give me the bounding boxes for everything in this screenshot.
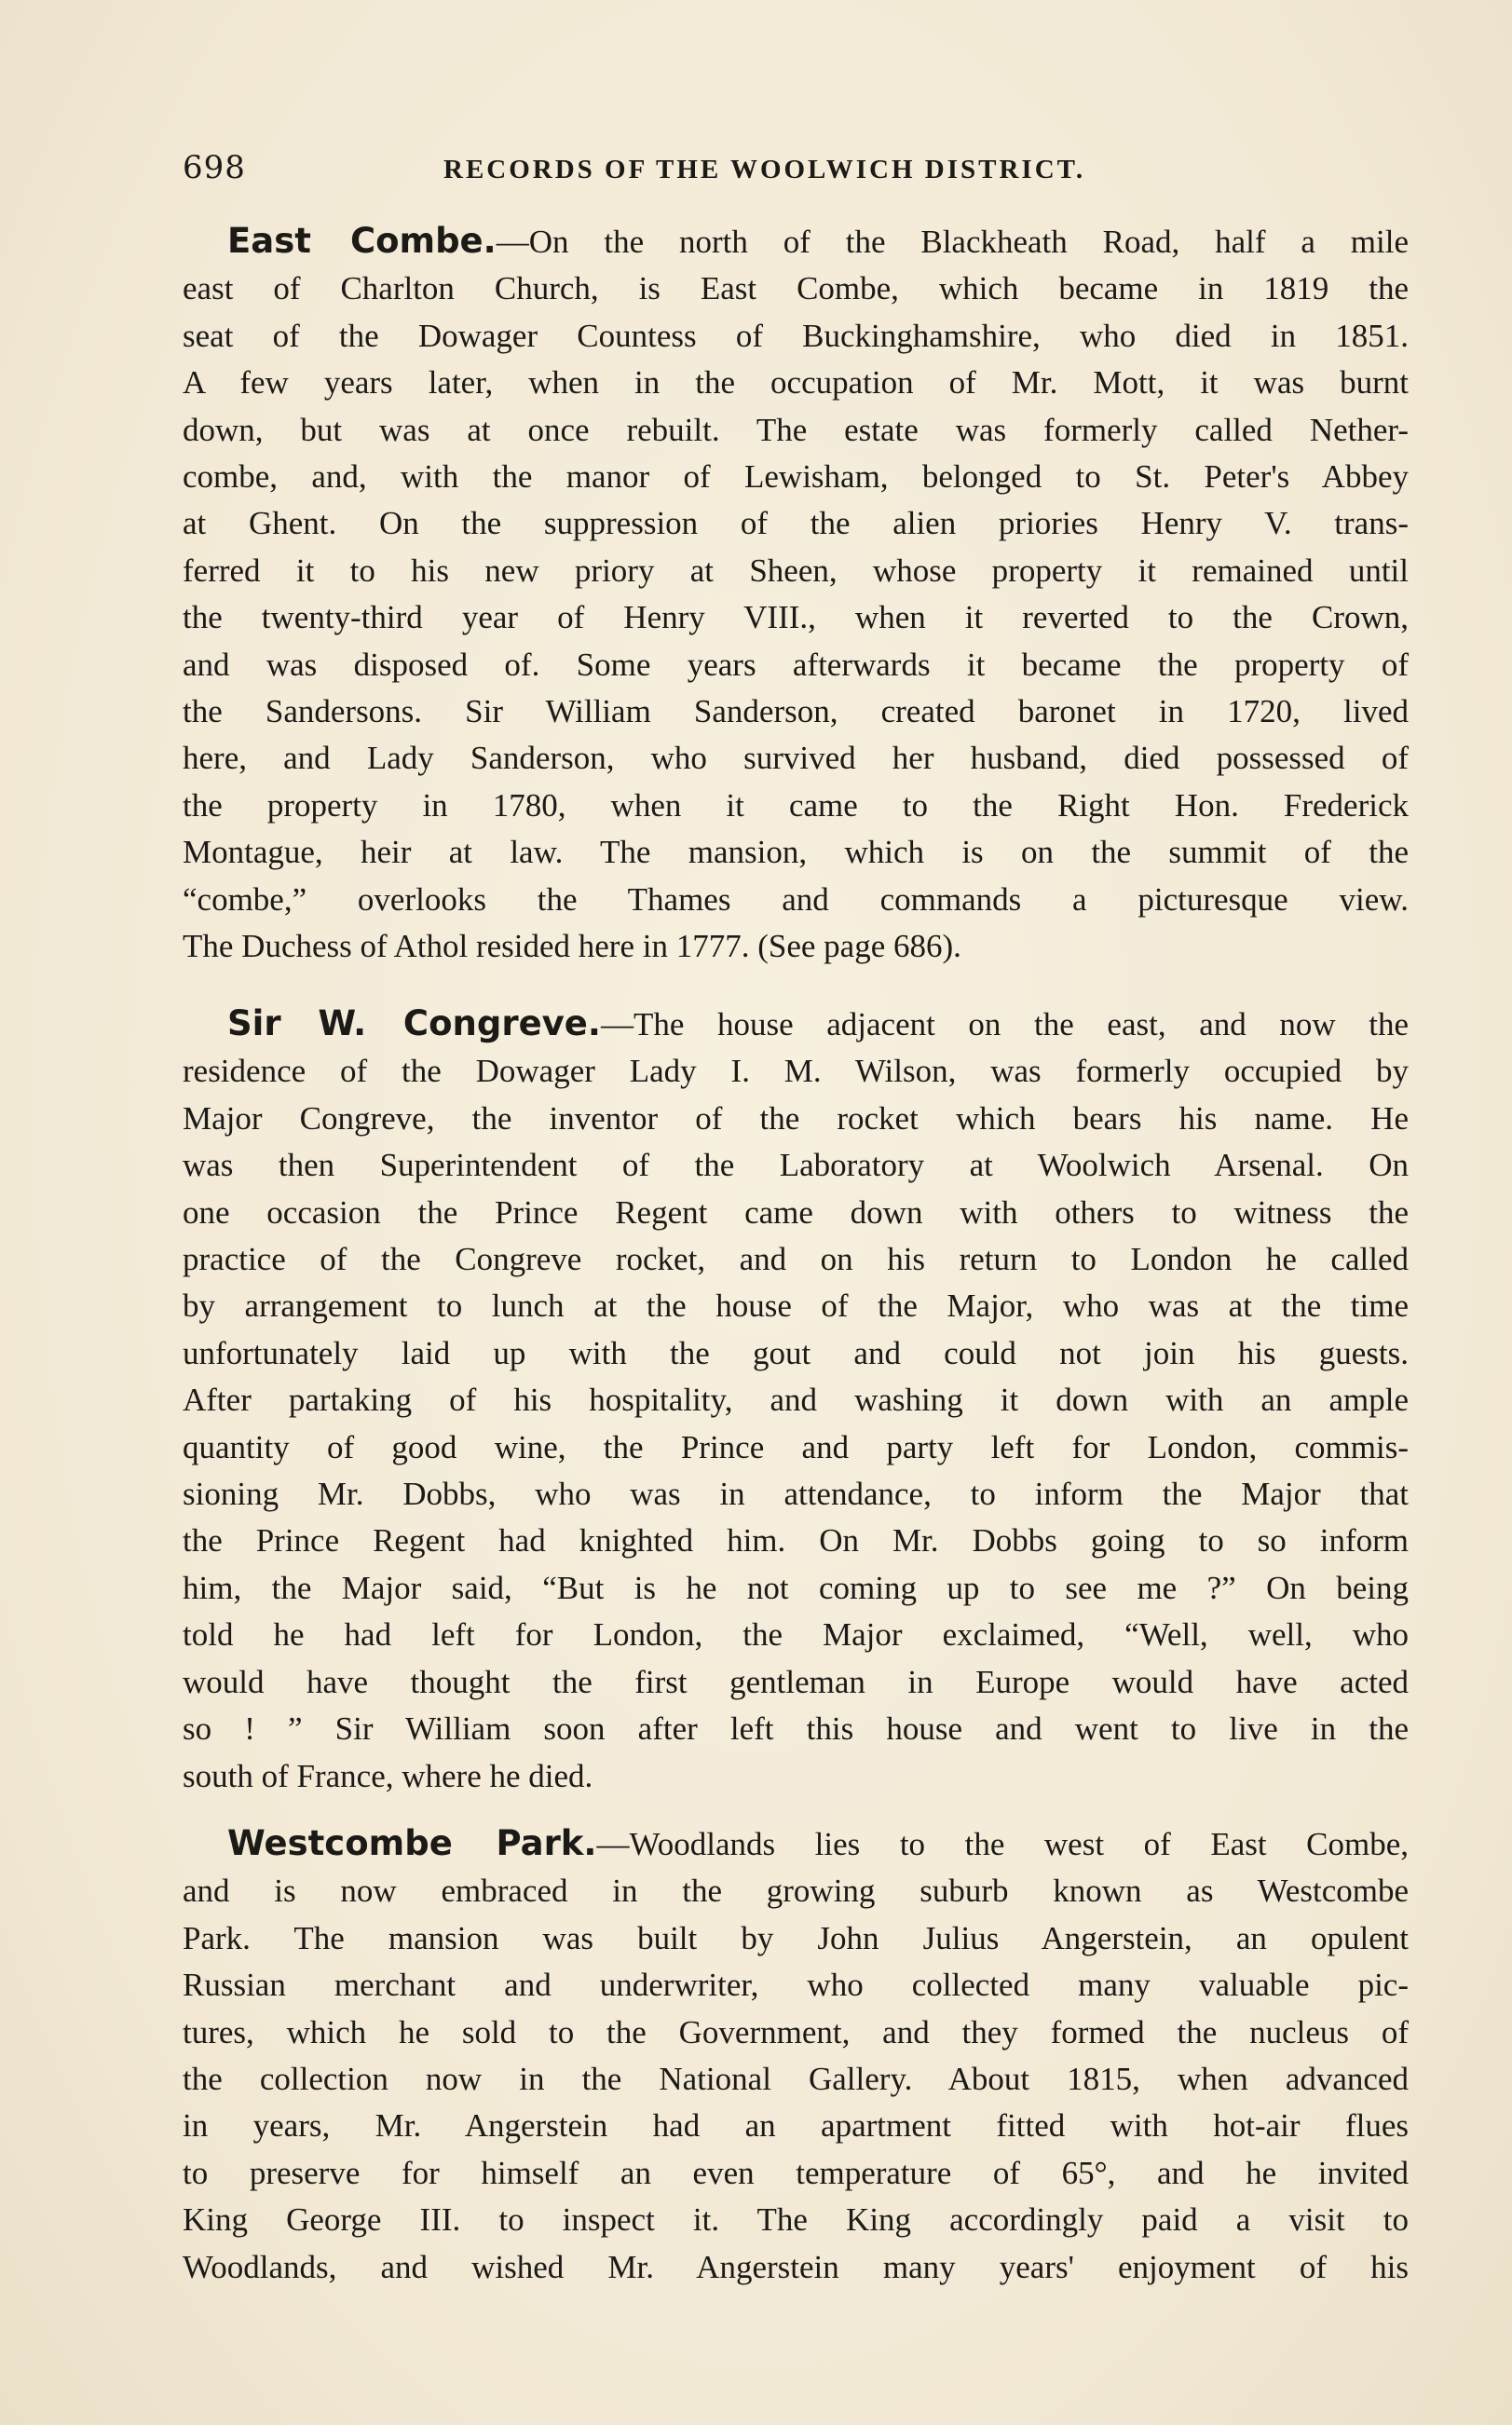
text-line: practice of the Congreve rocket, and on his return to London he called: [183, 1241, 1409, 1278]
text-line: told he had left for London, the Major exclaimed, “Well, well, who: [183, 1616, 1409, 1654]
section-east-combe: [183, 218, 1409, 971]
text-line: The Duchess of Athol resided here in 1777. (See page 686).: [183, 928, 961, 965]
running-title: RECORDS OF THE WOOLWICH DISTRICT.: [443, 155, 1086, 184]
text-line: south of France, where he died.: [183, 1757, 593, 1794]
paragraph-first-line: [183, 1001, 1409, 1048]
text-line: at Ghent. On the suppression of the alien priories Henry V. trans-: [183, 505, 1409, 542]
text-line: “combe,” overlooks the Thames and commands a picturesque view.: [183, 880, 1409, 918]
text-line: was then Superintendent of the Laboratory at Woolwich Arsenal. On: [183, 1147, 1409, 1184]
text-line: east of Charlton Church, is East Combe, which became in 1819 the: [183, 270, 1409, 307]
text-line: —On the north of the Blackheath Road, half a mile: [496, 224, 1409, 260]
text-line: —Woodlands lies to the west of East Combe,: [596, 1826, 1410, 1862]
text-line: seat of the Dowager Countess of Buckinghamshire, who died in 1851.: [183, 317, 1409, 354]
text-line: combe, and, with the manor of Lewisham, belonged to St. Peter's Abbey: [183, 458, 1409, 496]
text-line: Montague, heir at law. The mansion, which is on the summit of the: [183, 834, 1409, 871]
section-westcombe-park: [183, 1820, 1409, 2291]
text-line: the Sandersons. Sir William Sanderson, created baronet in 1720, lived: [183, 693, 1409, 730]
text-line: ferred it to his new priory at Sheen, whose property it remained until: [183, 552, 1409, 589]
text-line: After partaking of his hospitality, and washing it down with an ample: [183, 1382, 1409, 1419]
text-line: residence of the Dowager Lady I. M. Wilson, was formerly occupied by: [183, 1053, 1409, 1090]
text-line: the property in 1780, when it came to the Right Hon. Frederick: [183, 786, 1409, 824]
page-number: 698: [183, 149, 246, 186]
text-line: and was disposed of. Some years afterwards it became the property of: [183, 646, 1409, 683]
section-heading: Westcombe Park.: [227, 1823, 597, 1863]
text-line: King George III. to inspect it. The King accordingly paid a visit to: [183, 2201, 1409, 2239]
text-line: Woodlands, and wished Mr. Angerstein many years' enjoyment of his: [183, 2248, 1409, 2285]
text-line: unfortunately laid up with the gout and could not join his guests.: [183, 1334, 1409, 1371]
text-line: Major Congreve, the inventor of the rocket which bears his name. He: [183, 1099, 1409, 1137]
paragraph-first-line: [183, 218, 1409, 266]
text-line: down, but was at once rebuilt. The estate was formerly called Nether-: [183, 411, 1409, 448]
text-line: would have thought the first gentleman in Europe would have acted: [183, 1663, 1409, 1700]
section-heading: Sir W. Congreve.: [227, 1003, 601, 1043]
text-line: tures, which he sold to the Government, and they formed the nucleus of: [183, 2013, 1409, 2050]
text-line: so ! ” Sir William soon after left this house and went to live in the: [183, 1710, 1409, 1748]
text-line: the collection now in the National Gallery. About 1815, when advanced: [183, 2061, 1409, 2098]
text-line: A few years later, when in the occupation of Mr. Mott, it was burnt: [183, 364, 1409, 402]
text-line: Russian merchant and underwriter, who collected many valuable pic-: [183, 1967, 1409, 2004]
text-line: Park. The mansion was built by John Julius Angerstein, an opulent: [183, 1919, 1409, 1956]
paragraph-first-line: [183, 1820, 1409, 1868]
text-line: by arrangement to lunch at the house of the Major, who was at the time: [183, 1287, 1409, 1325]
text-line: in years, Mr. Angerstein had an apartment fitted with hot-air flues: [183, 2107, 1409, 2145]
text-line: him, the Major said, “But is he not coming up to see me ?” On being: [183, 1569, 1409, 1606]
text-line: to preserve for himself an even temperature of 65°, and he invited: [183, 2154, 1409, 2191]
text-line: —The house adjacent on the east, and now the: [600, 1006, 1409, 1042]
text-line: one occasion the Prince Regent came down with others to witness the: [183, 1193, 1409, 1231]
text-line: the twenty-third year of Henry VIII., when it reverted to the Crown,: [183, 599, 1409, 636]
text-line: quantity of good wine, the Prince and party left for London, commis-: [183, 1428, 1409, 1465]
section-heading: East Combe.: [227, 221, 497, 261]
text-line: here, and Lady Sanderson, who survived her husband, died possessed of: [183, 740, 1409, 777]
text-line: the Prince Regent had knighted him. On Mr. Dobbs going to so inform: [183, 1522, 1409, 1560]
text-line: sioning Mr. Dobbs, who was in attendance, to inform the Major that: [183, 1476, 1409, 1513]
text-line: and is now embraced in the growing suburb known as Westcombe: [183, 1873, 1409, 1910]
section-sir-w-congreve: [183, 1001, 1409, 1800]
page-header: [183, 149, 1409, 190]
